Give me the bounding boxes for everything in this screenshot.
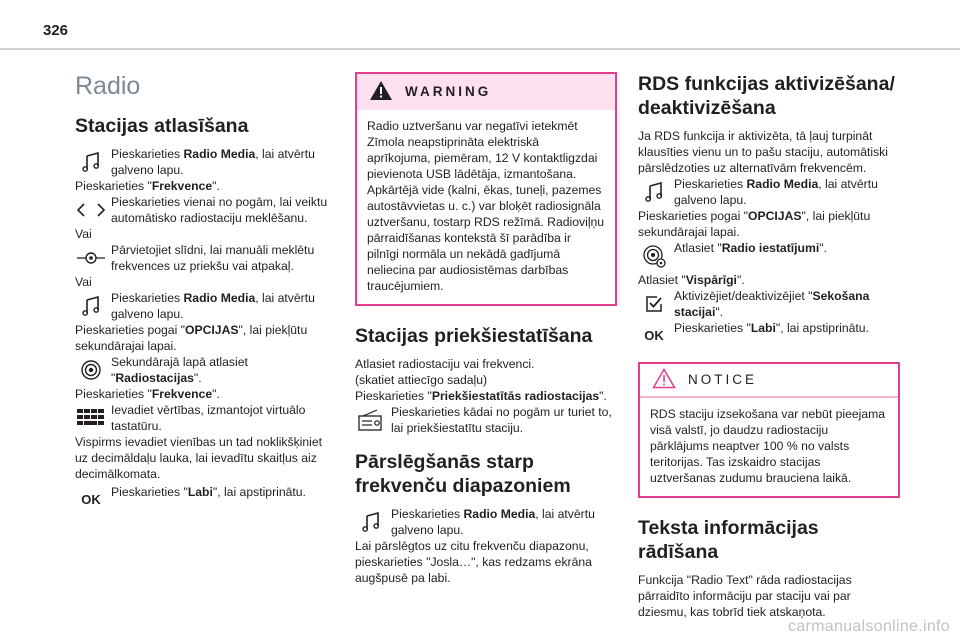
step-radio-media-2 [75,290,337,322]
text: Sekundārajā lapā atlasiet " [111,355,248,385]
text-bold: OPCIJAS [185,323,239,337]
text: ", lai apstiprinātu. [775,321,869,335]
ok-icon: OK [644,328,664,343]
text: Pārvietojiet slīdni, lai manuāli meklētu frekvences uz priekšu vai atpakaļ. [111,243,315,273]
text: , lai atvērtu galveno lapu. [111,291,315,321]
text-bold: Vispārīgi [685,273,737,287]
checkbox-checked-icon [638,290,670,318]
step-preset-button [355,404,617,436]
warning-title: WARNING [405,84,492,99]
slider-target-icon [75,244,107,272]
paragraph [638,272,900,288]
text-bold: Labi [187,485,213,499]
warning-icon [369,80,393,105]
notice-title: NOTICE [688,372,758,387]
text: ". [212,179,220,193]
text: Pieskarieties " [75,387,152,401]
step-seek-buttons [75,194,337,226]
text: Aktivizējiet/deaktivizējiet " [674,289,813,303]
heading-text-info: Teksta informācijas rādīšana [638,517,819,563]
text: Pieskarieties pogai " [638,209,749,223]
text: ". [819,241,827,255]
column-3 [638,72,900,620]
page-number: 326 [43,22,69,39]
text-bold: OPCIJAS [748,209,802,223]
paragraph [75,322,337,354]
warning-body [357,110,615,304]
text: , lai atvērtu galveno lapu. [391,507,595,537]
paragraph: Vispirms ievadiet vienības un tad noklikšķiniet uz decimāldaļu lauka, lai ievadītu skaitļus aiz decimālkomata. [75,435,323,481]
text: ". [193,371,202,385]
paragraph: (skatiet attiecīgo sadaļu) [355,373,488,387]
paragraph: Atlasiet radiostaciju vai frekvenci. [355,357,535,371]
warning-paragraph: Apkārtējā vide (kalni, ēkas, tuneļi, pazemes autostāvvietas u. c.) var bloķēt radiosignāla uztveršanu, tostarp RDS režīmā. Radioviļņu pārraidīšanas kontekstā šī parādība ir pilnīgi normāla un nekādā gadījumā neliecina par audiosistēmas darbības traucējumiem. [367,183,605,293]
preset-radio-icon [355,406,387,434]
heading-rds: RDS funkcijas aktivizēšana/ deaktivizēšana [638,73,895,119]
text: Pieskarieties " [355,389,432,403]
text: Ievadiet vērtības, izmantojot virtuālo tastatūru. [111,403,306,433]
step-radio-settings [638,240,900,272]
column-2 [355,72,617,586]
step-ok-2 [638,320,900,352]
page-header [0,0,960,50]
text-bold: Radio Media [183,291,256,305]
text: , lai atvērtu galveno lapu. [674,177,878,207]
text: Pieskarieties [391,507,464,521]
step-radio-media [75,146,337,178]
text: ". [736,273,745,287]
text: ", lai apstiprinātu. [212,485,306,499]
text-bold: Radio Media [463,507,536,521]
music-note-icon [75,148,107,176]
text: Pieskarieties pogai " [75,323,186,337]
notice-icon [652,368,676,393]
text: Pieskarieties vienai no pogām, lai veiktu automātisko radiostaciju meklēšanu. [111,195,328,225]
column-1 [75,72,337,516]
text: Pieskarieties " [75,179,152,193]
text: ", lai piekļūtu sekundārajai lapai. [75,323,308,353]
heading-preset: Stacijas priekšiestatīšana [355,325,593,347]
step-radio-media-3 [355,506,617,538]
step-slider [75,242,337,274]
text: Pieskarieties [111,147,184,161]
text-bold: Frekvence [151,179,213,193]
section-title-radio: Radio [75,72,141,100]
text: Pieskarieties " [111,485,188,499]
step-keyboard [75,402,337,434]
notice-box [638,362,900,498]
keyboard-grid-icon [75,404,107,432]
chevron-left-right-icon [75,196,107,224]
text: Pieskarieties " [674,321,751,335]
text: ". [212,387,220,401]
heading-station-selection: Stacijas atlasīšana [75,115,249,137]
text-bold: Sekošana stacijai [674,289,870,319]
notice-paragraph: RDS staciju izsekošana var nebūt pieejama visā valstī, jo daudzu radiostaciju pārklājums neaptver 100 % no valsts teritorijas. Tas izskaidro stacijas uztveršanas zudumu brauciena laikā. [650,407,886,485]
text: Pieskarieties [674,177,747,191]
text: Pieskarieties [111,291,184,305]
text-bold: Frekvence [151,387,213,401]
ok-icon: OK [81,492,101,507]
text-bold: Radio Media [746,177,819,191]
music-note-icon [75,292,107,320]
text: , lai atvērtu galveno lapu. [111,147,315,177]
text-bold: Labi [750,321,776,335]
text: ". [715,305,724,319]
music-note-icon [355,508,387,536]
paragraph [75,386,337,402]
text-bold: Radio Media [183,147,256,161]
paragraph [75,178,337,194]
header-divider [0,48,960,50]
text: Atlasiet " [674,241,722,255]
text-bold: Radio iestatījumi [721,241,820,255]
text: ". [599,389,607,403]
text: Atlasiet " [638,273,686,287]
text: ", lai piekļūtu sekundārajai lapai. [638,209,871,239]
step-station-tracking [638,288,900,320]
notice-header [640,364,898,398]
radio-settings-icon [638,242,670,270]
warning-paragraph: Radio uztveršanu var negatīvi ietekmēt Zīmola neapstiprināta elektriskā aprīkojuma, piemēram, 12 V kontaktligzdai pievienota USB lādētāja, izmantošana. [367,119,598,181]
text-bold: Radiostacijas [115,371,194,385]
paragraph [638,208,900,240]
footer-watermark: carmanualsonline.info [788,618,950,635]
paragraph: Ja RDS funkcija ir aktivizēta, tā ļauj turpināt klausīties vienu un to pašu staciju, automātiski pārslēdzoties uz alternatīvām frekvencēm. [638,129,888,175]
paragraph-or: Vai [75,275,92,289]
step-radiostations [75,354,337,386]
paragraph: Funkcija "Radio Text" rāda radiostacijas pārraidīto informāciju par staciju vai par dziesmu, kas tobrīd tiek atskaņota. [638,573,852,619]
step-ok [75,484,337,516]
paragraph-or: Vai [75,227,92,241]
radio-broadcast-icon [75,356,107,384]
text: Pieskarieties kādai no pogām ur turiet to, lai priekšiestatītu staciju. [391,405,612,435]
heading-band-switch: Pārslēgšanās starp frekvenču diapazoniem [355,451,571,497]
warning-box [355,72,617,306]
notice-body [640,398,898,496]
music-note-icon [638,178,670,206]
step-radio-media-4 [638,176,900,208]
paragraph: Lai pārslēgtos uz citu frekvenču diapazonu, pieskarieties "Josla…", kas redzams ekrāna augšpusē pa labi. [355,539,592,585]
warning-header [357,74,615,110]
text-bold: Priekšiestatītās radiostacijas [431,389,600,403]
paragraph [355,388,617,404]
